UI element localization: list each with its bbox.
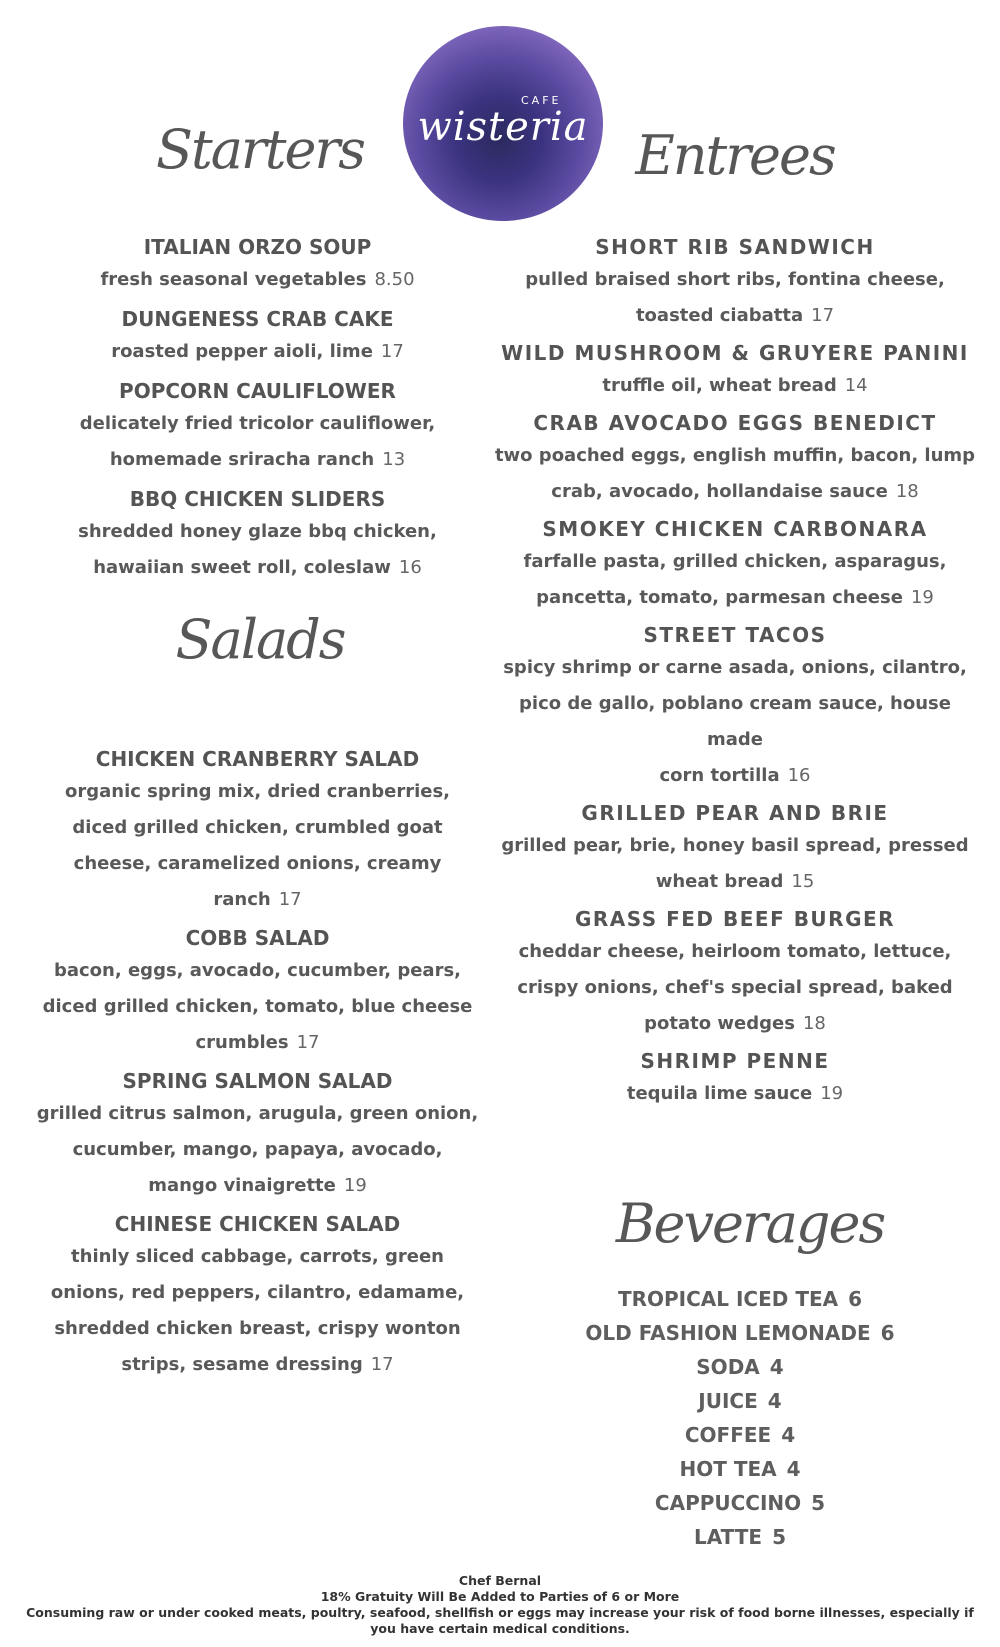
item-name: STREET TACOS: [643, 623, 827, 647]
menu-item: [490, 798, 980, 900]
beverage-item: [560, 1316, 920, 1350]
item-description: [490, 828, 980, 864]
item-description: [490, 758, 980, 794]
menu-item: [25, 376, 490, 478]
item-name: SMOKEY CHICKEN CARBONARA: [542, 517, 928, 541]
beverage-item: [560, 1282, 920, 1316]
item-price: 19: [910, 587, 934, 608]
description-text: toasted ciabatta: [635, 305, 804, 326]
beverage-price: 4: [786, 1457, 801, 1481]
chef-name: Chef Bernal: [458, 1573, 542, 1588]
item-price: 18: [895, 481, 919, 502]
item-description: [25, 1311, 490, 1347]
description-text: homemade sriracha ranch: [109, 449, 375, 470]
item-price: 18: [802, 1013, 826, 1034]
item-description: [490, 262, 980, 298]
description-text: pico de gallo, poblano cream sauce, house made: [519, 693, 951, 750]
item-description: [25, 1168, 490, 1204]
description-text: pancetta, tomato, parmesan cheese: [536, 587, 903, 608]
description-text: diced grilled chicken, tomato, blue cheese: [42, 996, 473, 1017]
item-name: SHRIMP PENNE: [640, 1049, 830, 1073]
menu-item: [25, 1209, 490, 1383]
menu-item: [490, 408, 980, 510]
item-description: [25, 774, 490, 810]
item-price: 17: [380, 341, 404, 362]
beverage-item: [560, 1350, 920, 1384]
description-text: potato wedges: [644, 1013, 795, 1034]
menu-item: [25, 923, 490, 1061]
item-price: 17: [296, 1032, 320, 1053]
item-price: 8.50: [374, 269, 415, 290]
description-text: strips, sesame dressing: [121, 1354, 363, 1375]
item-description: [490, 970, 980, 1006]
item-name: SHORT RIB SANDWICH: [595, 235, 875, 259]
beverage-name: CAPPUCCINO: [654, 1491, 802, 1515]
description-text: farfalle pasta, grilled chicken, asparagus,: [523, 551, 947, 572]
starters-list: [25, 232, 490, 592]
menu-item: [25, 744, 490, 918]
beverage-price: 4: [781, 1423, 796, 1447]
description-text: fresh seasonal vegetables: [100, 269, 367, 290]
item-description: [490, 580, 980, 616]
description-text: crab, avocado, hollandaise sauce: [551, 481, 888, 502]
beverage-name: OLD FASHION LEMONADE: [585, 1321, 871, 1345]
entrees-list: [490, 232, 980, 1116]
description-text: wheat bread: [655, 871, 784, 892]
item-description: [25, 1132, 490, 1168]
item-price: 19: [820, 1083, 844, 1104]
item-name: DUNGENESS CRAB CAKE: [121, 307, 394, 331]
beverages-list: [560, 1282, 920, 1554]
item-name: BBQ CHICKEN SLIDERS: [129, 487, 386, 511]
menu-item: [490, 620, 980, 794]
beverage-name: SODA: [696, 1355, 760, 1379]
beverage-price: 6: [848, 1287, 863, 1311]
salads-title: Salads: [175, 608, 345, 671]
item-name: COBB SALAD: [185, 926, 330, 950]
description-text: spicy shrimp or carne asada, onions, cilantro,: [503, 657, 967, 678]
beverage-price: 5: [811, 1491, 826, 1515]
item-description: [490, 438, 980, 474]
item-description: [25, 1275, 490, 1311]
menu-item: [490, 904, 980, 1042]
item-name: CHINESE CHICKEN SALAD: [114, 1212, 401, 1236]
description-text: diced grilled chicken, crumbled goat: [72, 817, 443, 838]
beverage-name: JUICE: [698, 1389, 758, 1413]
menu-item: [25, 304, 490, 370]
logo-wisteria-text: wisteria: [417, 104, 589, 150]
item-description: [25, 442, 490, 478]
description-text: mango vinaigrette: [148, 1175, 336, 1196]
description-text: truffle oil, wheat bread: [602, 375, 837, 396]
description-text: onions, red peppers, cilantro, edamame,: [50, 1282, 465, 1303]
starters-title: Starters: [156, 118, 364, 181]
beverage-item: [560, 1520, 920, 1554]
item-description: [490, 474, 980, 510]
description-text: grilled citrus salmon, arugula, green onion,: [36, 1103, 479, 1124]
beverage-price: 5: [772, 1525, 786, 1549]
item-description: [25, 1096, 490, 1132]
description-text: pulled braised short ribs, fontina cheese,: [525, 269, 945, 290]
menu-item: [25, 484, 490, 586]
description-text: two poached eggs, english muffin, bacon, lump: [494, 445, 976, 466]
item-name: CRAB AVOCADO EGGS BENEDICT: [533, 411, 937, 435]
food-warning-line-1: Consuming raw or under cooked meats, poultry, seafood, shellfish or eggs may increase your risk of food borne illnesses, especially if: [26, 1605, 974, 1620]
item-price: 16: [398, 557, 422, 578]
item-price: 16: [787, 765, 811, 786]
item-description: [25, 1239, 490, 1275]
item-name: GRASS FED BEEF BURGER: [574, 907, 896, 931]
beverage-item: [560, 1418, 920, 1452]
beverages-title: Beverages: [615, 1192, 885, 1255]
beverage-name: TROPICAL ICED TEA: [617, 1287, 839, 1311]
description-text: ranch: [213, 889, 271, 910]
item-description: [490, 1076, 980, 1112]
beverage-price: 4: [767, 1389, 782, 1413]
item-description: [25, 846, 490, 882]
item-description: [490, 1006, 980, 1042]
description-text: cheese, caramelized onions, creamy: [73, 853, 442, 874]
beverage-price: 4: [769, 1355, 784, 1379]
description-text: bacon, eggs, avocado, cucumber, pears,: [53, 960, 462, 981]
beverage-name: HOT TEA: [679, 1457, 777, 1481]
description-text: cheddar cheese, heirloom tomato, lettuce,: [518, 941, 952, 962]
item-price: 15: [791, 871, 815, 892]
item-description: [490, 864, 980, 900]
item-price: 19: [343, 1175, 367, 1196]
beverage-name: LATTE: [694, 1525, 763, 1549]
description-text: crumbles: [195, 1032, 289, 1053]
description-text: cucumber, mango, papaya, avocado,: [72, 1139, 443, 1160]
menu-item: [490, 338, 980, 404]
description-text: grilled pear, brie, honey basil spread, pressed: [501, 835, 969, 856]
food-warning-line-2: you have certain medical conditions.: [370, 1621, 630, 1636]
item-description: [25, 514, 490, 550]
menu-item: [490, 514, 980, 616]
item-name: GRILLED PEAR AND BRIE: [581, 801, 889, 825]
logo-cafe-text: CAFE: [521, 94, 562, 107]
description-text: organic spring mix, dried cranberries,: [64, 781, 451, 802]
item-description: [490, 934, 980, 970]
description-text: roasted pepper aioli, lime: [111, 341, 373, 362]
description-text: tequila lime sauce: [626, 1083, 813, 1104]
description-text: crispy onions, chef's special spread, baked: [517, 977, 953, 998]
menu-item: [25, 1066, 490, 1204]
cafe-logo: [403, 26, 603, 221]
description-text: hawaiian sweet roll, coleslaw: [93, 557, 391, 578]
beverage-item: [560, 1486, 920, 1520]
item-name: WILD MUSHROOM & GRUYERE PANINI: [501, 341, 969, 365]
beverage-name: COFFEE: [684, 1423, 772, 1447]
item-description: [490, 650, 980, 686]
item-description: [25, 1347, 490, 1383]
item-name: CHICKEN CRANBERRY SALAD: [95, 747, 420, 771]
item-description: [25, 882, 490, 918]
menu-item: [490, 232, 980, 334]
item-name: ITALIAN ORZO SOUP: [143, 235, 372, 259]
menu-item: [25, 232, 490, 298]
beverage-item: [560, 1452, 920, 1486]
description-text: delicately fried tricolor cauliflower,: [79, 413, 436, 434]
item-description: [25, 989, 490, 1025]
description-text: corn tortilla: [659, 765, 780, 786]
item-price: 13: [382, 449, 406, 470]
item-description: [490, 298, 980, 334]
menu-footer: [0, 1573, 1000, 1637]
item-name: POPCORN CAULIFLOWER: [119, 379, 396, 403]
menu-item: [490, 1046, 980, 1112]
item-price: 17: [278, 889, 302, 910]
entrees-title: Entrees: [635, 124, 835, 187]
item-name: SPRING SALMON SALAD: [122, 1069, 393, 1093]
item-description: [25, 810, 490, 846]
item-description: [25, 1025, 490, 1061]
salads-list: [25, 744, 490, 1388]
beverage-item: [560, 1384, 920, 1418]
item-description: [25, 550, 490, 586]
item-price: 17: [370, 1354, 394, 1375]
item-price: 14: [844, 375, 868, 396]
item-description: [25, 262, 490, 298]
beverage-price: 6: [880, 1321, 895, 1345]
item-description: [490, 686, 980, 758]
item-description: [490, 544, 980, 580]
description-text: thinly sliced cabbage, carrots, green: [71, 1246, 444, 1267]
item-description: [25, 406, 490, 442]
description-text: shredded chicken breast, crispy wonton: [54, 1318, 461, 1339]
description-text: shredded honey glaze bbq chicken,: [78, 521, 437, 542]
gratuity-note: 18% Gratuity Will Be Added to Parties of 6 or More: [320, 1589, 680, 1604]
item-description: [25, 953, 490, 989]
item-description: [25, 334, 490, 370]
item-description: [490, 368, 980, 404]
item-price: 17: [811, 305, 835, 326]
